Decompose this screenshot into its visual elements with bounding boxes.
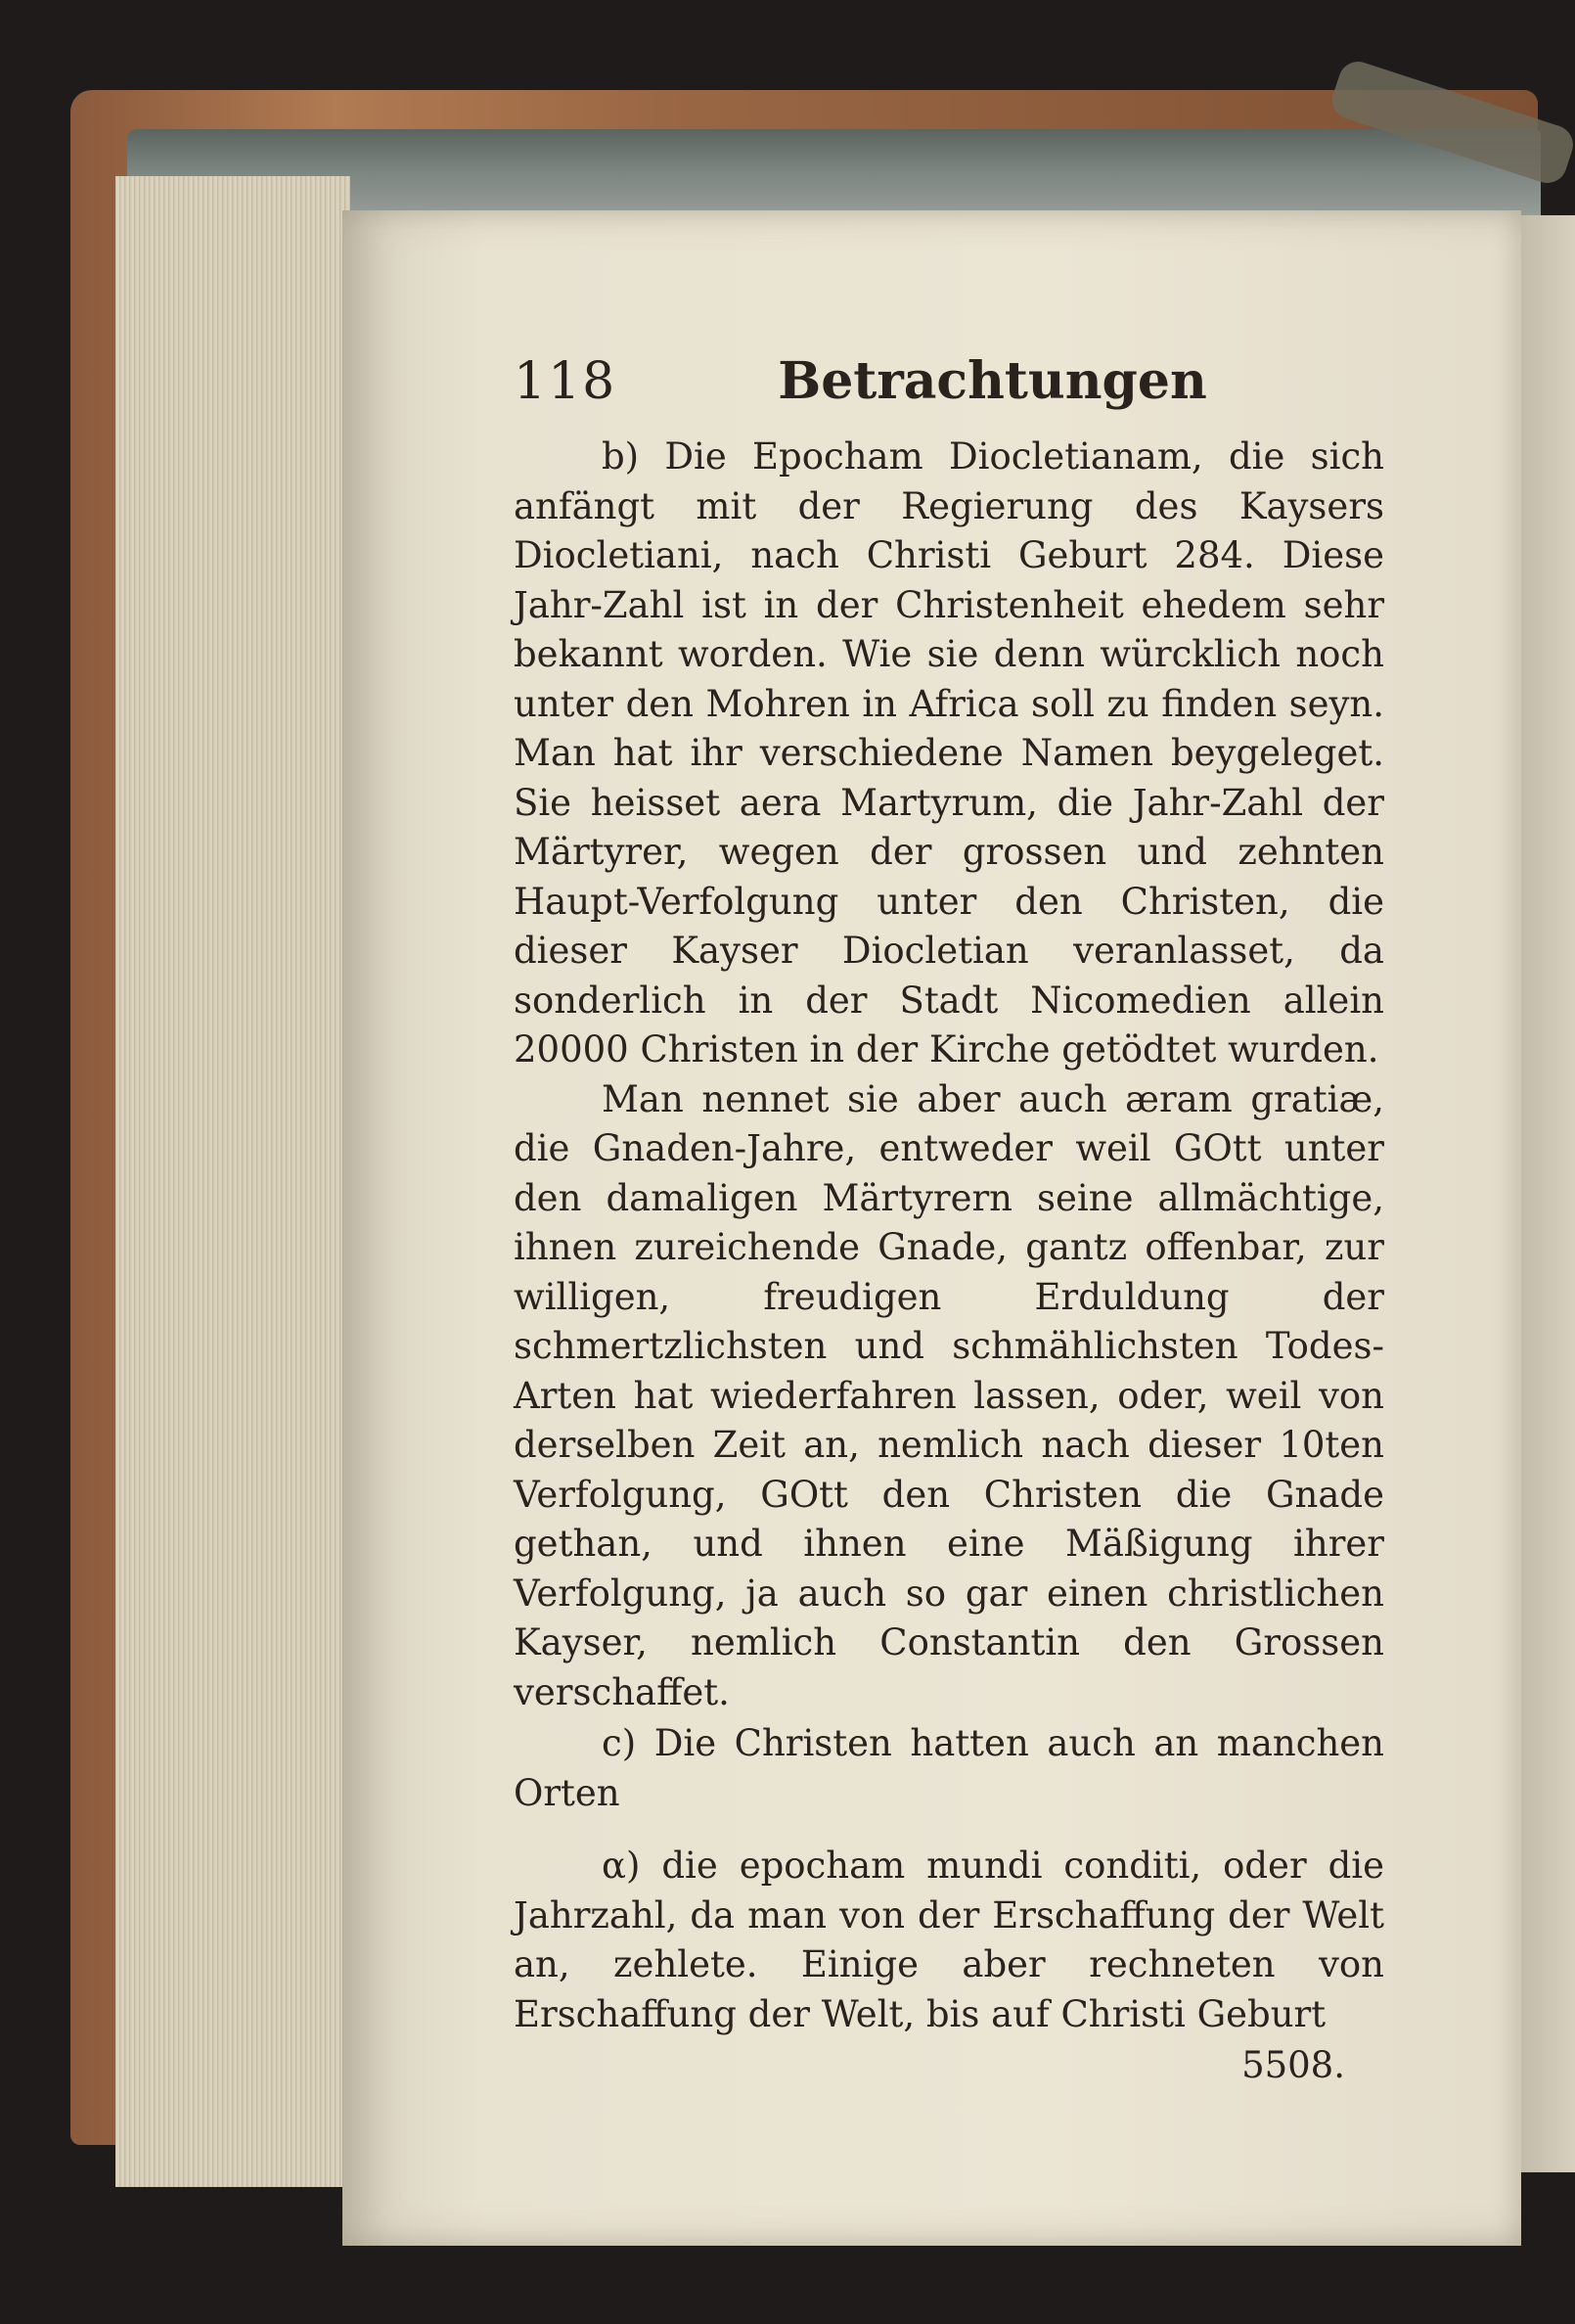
page-stack-edge (115, 176, 350, 2187)
page-number: 118 (514, 352, 617, 411)
paragraph-aera-gratiae: Man nennet sie aber auch æram gratiæ, die Gnaden-Jahre, entweder weil GOtt unter den damaligen Märtyrern seine allmächtige, ihnen zureichende Gnade, gantz offenbar, zur willigen, freudigen Erduldung der schmertzlichsten und schmählichsten Todes-Arten hat wiederfahren lassen, oder, weil von derselben Zeit an, nemlich nach dieser 10ten Verfolgung, GOtt den Christen die Gnade gethan, und ihnen eine Mäßigung ihrer Verfolgung, ja auch so gar einen christlichen Kayser, nemlich Constantin den Grossen verschaffet. (514, 1077, 1384, 1713)
page-header (514, 352, 1384, 411)
paragraph-christen-orten: c) Die Christen hatten auch an manchen Orten (514, 1722, 1384, 1814)
paragraph-epocha-diocletiana: b) Die Epocham Diocletianam, die sich anfängt mit der Regierung des Kaysers Diocletiani, nach Christi Geburt 284. Diese Jahr-Zahl ist in der Christenheit ehedem sehr bekannt worden. Wie sie denn würcklich noch unter den Mohren in Africa soll zu finden seyn. Man hat ihr verschiedene Namen beygeleget. Sie heisset aera Martyrum, die Jahr-Zahl der Märtyrer, wegen der grossen und zehnten Haupt-Verfolgung unter den Christen, die dieser Kayser Diocletian veranlasset, da sonderlich in der Stadt Nicomedien allein 20000 Christen in der Kirche getödtet wurden. (514, 435, 1384, 1071)
page-text (514, 352, 1384, 2091)
catchword: 5508. (1241, 2044, 1345, 2086)
paragraph-epocha-mundi: α) die epocham mundi conditi, oder die Jahrzahl, da man von der Erschaffung der Welt an, zehlete. Einige aber rechneten von Erschaffung der Welt, bis auf Christi Geburt (514, 1845, 1384, 2035)
running-head: Betrachtungen (778, 351, 1207, 411)
spacer (514, 1818, 1384, 1842)
